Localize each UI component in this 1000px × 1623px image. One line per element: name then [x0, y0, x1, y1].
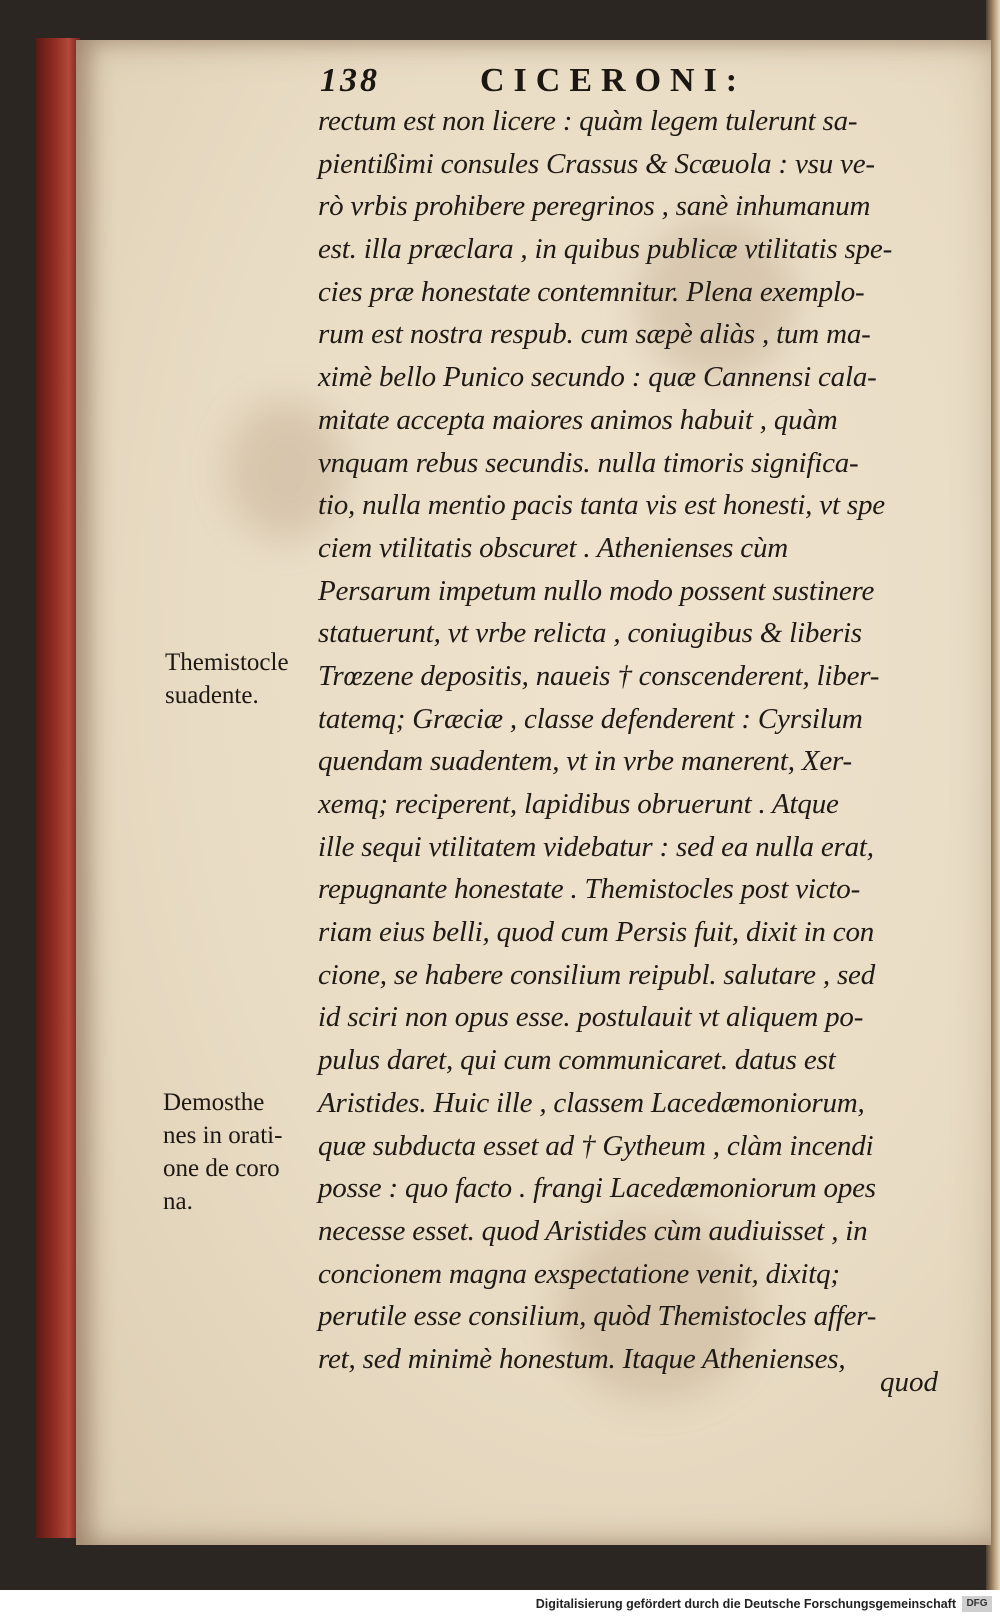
text-line: Persarum impetum nullo modo possent sustinere: [318, 574, 875, 607]
text-line: tatemq; Græciæ , classe defenderent : Cyrsilum: [318, 702, 863, 735]
text-line: ciem vtilitatis obscuret . Athenienses cùm: [318, 531, 789, 564]
book-edge: [36, 38, 80, 1538]
text-line: ximè bello Punico secundo : quæ Cannensi cala-: [318, 361, 877, 394]
text-line: statuerunt, vt vrbe relicta , coniugibus & liberis: [318, 617, 862, 650]
text-line: riam eius belli, quod cum Persis fuit, dixit in con: [318, 916, 875, 949]
text-line: tio, nulla mentio pacis tanta vis est honesti, vt spe: [318, 489, 885, 522]
text-line: id sciri non opus esse. postulauit vt aliquem po-: [318, 1001, 864, 1034]
page-number: 138: [320, 62, 380, 99]
text-line: xemq; reciperent, lapidibus obruerunt . Atque: [318, 788, 839, 820]
marginal-line: na.: [163, 1188, 193, 1215]
text-line: rum est nostra respub. cum sæpè aliàs , tum ma-: [318, 318, 871, 351]
marginal-line: one de coro: [163, 1155, 280, 1182]
text-line: est. illa præclara , in quibus publicæ vtilitatis spe-: [318, 233, 893, 266]
marginal-line: nes in orati-: [163, 1122, 283, 1149]
marginal-note-themistocles: [165, 646, 289, 712]
text-line: ret, sed minimè honestum. Itaque Athenienses,: [318, 1342, 846, 1375]
running-head: CICERONI:: [480, 62, 747, 99]
text-line: perutile esse consilium, quòd Themistocles affer-: [318, 1300, 877, 1333]
digitization-footer: [0, 1590, 1000, 1623]
text-line: pulus daret, qui cum communicaret. datus est: [318, 1044, 836, 1077]
marginal-line: Demosthe: [163, 1089, 265, 1116]
text-line: Trœzene depositis, naueis † conscenderent, liber-: [318, 659, 880, 692]
funding-credit: Digitalisierung gefördert durch die Deutsche Forschungsgemeinschaft: [535, 1597, 956, 1611]
marginal-note-demosthenes: [163, 1086, 282, 1218]
text-line: quæ subducta esset ad † Gytheum , clàm incendi: [318, 1129, 874, 1162]
marginal-line: suadente.: [165, 682, 259, 709]
text-line: ille sequi vtilitatem videbatur : sed ea nulla erat,: [318, 830, 874, 863]
text-line: repugnante honestate . Themistocles post victo-: [318, 873, 861, 906]
text-line: necesse esset. quod Aristides cùm audiuisset , in: [318, 1214, 868, 1247]
text-line: concionem magna exspectatione venit, dixitq;: [318, 1257, 840, 1290]
text-line: cione, se habere consilium reipubl. salutare , sed: [318, 958, 876, 991]
text-line: posse : quo facto . frangi Lacedæmoniorum opes: [318, 1172, 876, 1205]
main-text: [318, 100, 978, 1381]
text-line: vnquam rebus secundis. nulla timoris significa-: [318, 446, 859, 479]
marginal-line: Themistocle: [165, 649, 289, 676]
text-line: quendam suadentem, vt in vrbe manerent, Xer-: [318, 745, 852, 778]
text-line: Aristides. Huic ille , classem Lacedæmoniorum,: [318, 1086, 865, 1119]
text-line: rò vrbis prohibere peregrinos , sanè inhumanum: [318, 190, 871, 223]
catchword: quod: [880, 1366, 938, 1398]
text-line: mitate accepta maiores animos habuit , quàm: [318, 403, 838, 436]
text-line: pientißimi consules Crassus & Scæuola : vsu ve-: [318, 147, 875, 180]
text-line: cies præ honestate contemnitur. Plena exemplo-: [318, 275, 865, 308]
text-line: rectum est non licere : quàm legem tulerunt sa-: [318, 105, 858, 137]
dfg-logo: DFG: [962, 1596, 992, 1612]
